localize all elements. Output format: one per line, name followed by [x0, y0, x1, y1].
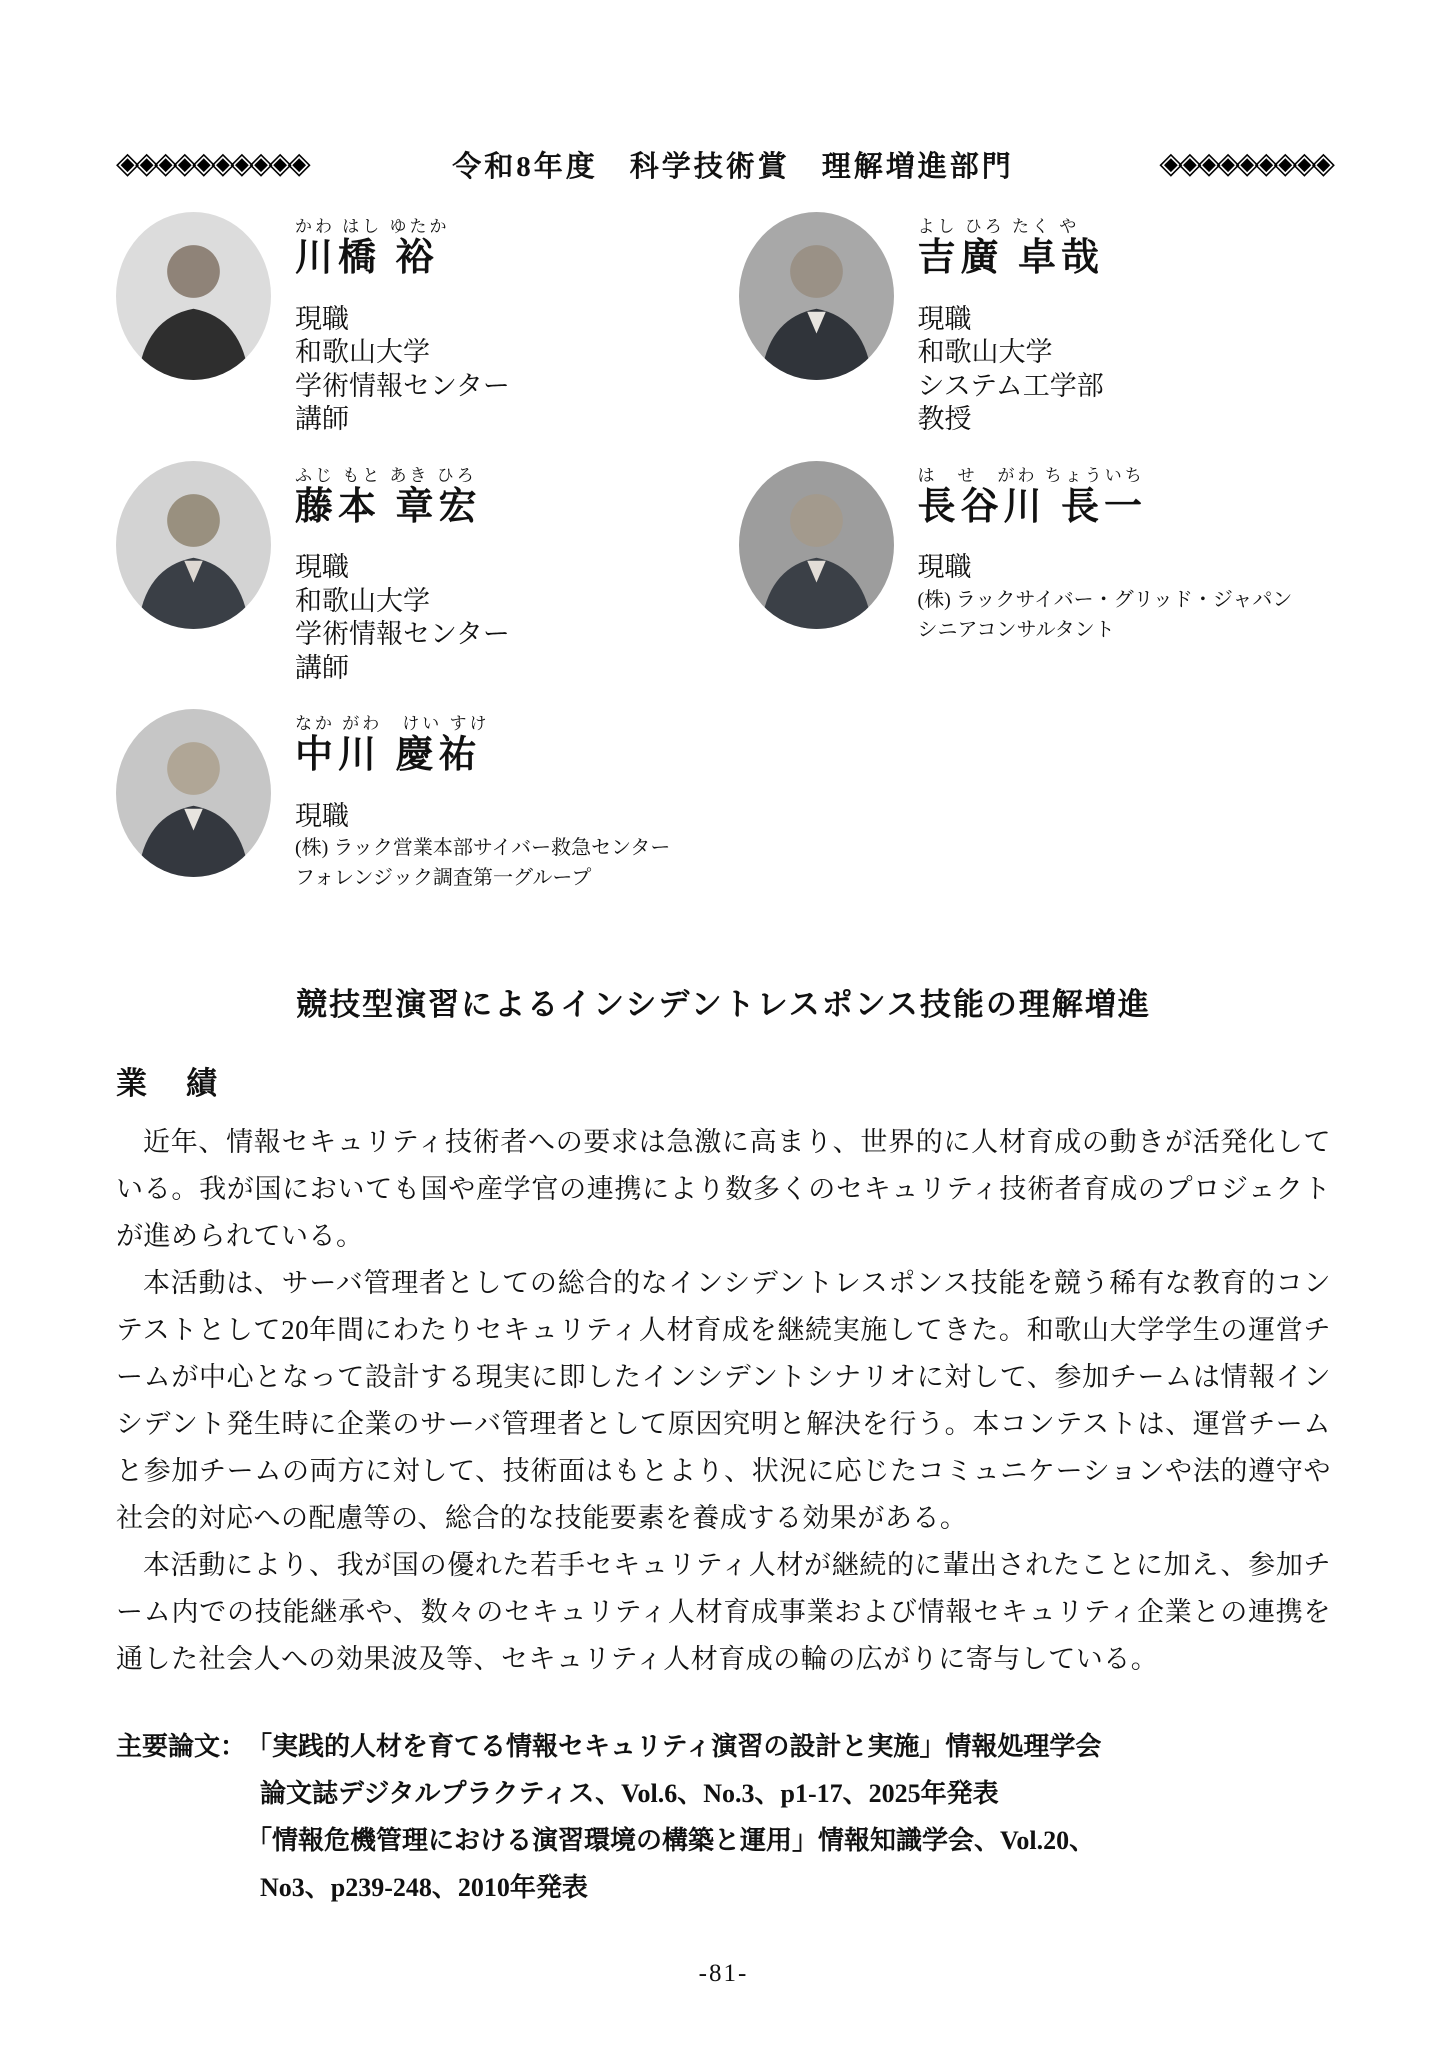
job-line: 和歌山大学: [917, 337, 1053, 368]
job-label: 現職: [917, 303, 972, 334]
section-heading-gyoseki: 業 績: [116, 1066, 221, 1102]
person-furigana: なか がわ けい すけ: [295, 714, 490, 734]
portrait-photo: [739, 212, 894, 380]
achievement-body: [116, 1119, 1331, 1683]
person-name: 長谷川 長一: [917, 485, 1148, 528]
person-card: [116, 461, 709, 686]
job-line: (株) ラックサイバー・グリッド・ジャパン: [917, 588, 1293, 611]
job-line: 和歌山大学: [295, 337, 430, 368]
job-label: 現職: [295, 800, 349, 831]
job-line: 学術情報センター: [295, 619, 510, 650]
job-label: 現職: [295, 303, 349, 334]
person-silhouette-icon: [739, 212, 894, 380]
header-title: 令和8年度 科学技術賞 理解増進部門: [452, 150, 1014, 183]
job-line: 和歌山大学: [295, 585, 430, 616]
job-label: 現職: [917, 552, 972, 583]
person-furigana: ふじ もと あき ひろ: [295, 465, 477, 485]
job-line: フォレンジック調査第一グループ: [295, 867, 592, 890]
publication-line: 論文誌デジタルプラクティス、Vol.6、No.3、p1-17、2025年発表: [260, 1779, 999, 1809]
job-line: 学術情報センター: [295, 370, 510, 401]
publication-line: No3、p239-248、2010年発表: [260, 1873, 588, 1903]
person-silhouette-icon: [116, 709, 271, 877]
publications-lines: [246, 1723, 1331, 1911]
person-furigana: よし ひろ たく や: [917, 217, 1080, 236]
publication-line: 「実践的人材を育てる情報セキュリティ演習の設計と実施」情報処理学会: [246, 1732, 1102, 1762]
paragraph: 本活動は、サーバ管理者としての総合的なインシデントレスポンス技能を競う稀有な教育的コンテストとして20年間にわたりセキュリティ人材育成を継続実施してきた。和歌山大学学生の運営チームが中心となって設計する現実に即したインシデントシナリオに対して、参加チームは情報インシデント発生時に企業のサーバ管理者として原因究明と解決を行う。本コンテストは、運営チームと参加チームの両方に対して、技術面はもとより、状況に応じたコミュニケーションや法的遵守や社会的対応への配慮等の、総合的な技能要素を養成する効果がある。: [116, 1268, 1331, 1534]
person-card: [739, 461, 1332, 686]
portrait-photo: [116, 709, 271, 877]
job-line: システム工学部: [917, 370, 1104, 401]
job-line: シニアコンサルタント: [917, 618, 1115, 641]
person-card: [116, 709, 709, 893]
person-card: [739, 212, 1332, 437]
person-silhouette-icon: [116, 212, 271, 380]
job-line: 教授: [917, 404, 972, 435]
awardees-grid: [116, 212, 1331, 893]
diamond-chain-ornament-right: ◈◈◈◈◈◈◈◈◈: [1159, 146, 1331, 181]
portrait-photo: [116, 461, 271, 629]
page-header: [116, 138, 1331, 190]
job-line: 講師: [295, 652, 349, 683]
job-label: 現職: [295, 552, 349, 583]
person-silhouette-icon: [116, 461, 271, 629]
person-name: 中川 慶祐: [295, 734, 482, 777]
publications: [116, 1723, 1331, 1911]
publication-line: 「情報危機管理における演習環境の構築と運用」情報知識学会、Vol.20、: [246, 1826, 1096, 1856]
diamond-chain-ornament-left: ◈◈◈◈◈◈◈◈◈◈: [116, 146, 307, 181]
person-silhouette-icon: [739, 461, 894, 629]
paragraph: 近年、情報セキュリティ技術者への要求は急激に高まり、世界的に人材育成の動きが活発化している。我が国においても国や産学官の連携により数多くのセキュリティ技術者育成のプロジェクトが進められている。: [116, 1127, 1331, 1252]
job-line: (株) ラック営業本部サイバー救急センター: [295, 837, 671, 860]
person-name: 川橋 裕: [295, 237, 439, 279]
person-furigana: かわ はし ゆたか: [295, 217, 450, 236]
job-line: 講師: [295, 404, 349, 435]
paragraph: 本活動により、我が国の優れた若手セキュリティ人材が継続的に輩出されたことに加え、参加チーム内での技能継承や、数々のセキュリティ人材育成事業および情報セキュリティ企業との連携を通した社会人への効果波及等、セキュリティ人材育成の輪の広がりに寄与している。: [116, 1550, 1331, 1675]
publications-label: 主要論文：: [116, 1732, 247, 1762]
person-furigana: は せ がわ ちょういち: [917, 465, 1145, 485]
portrait-photo: [739, 461, 894, 629]
page-number: -81-: [698, 1960, 749, 1987]
portrait-photo: [116, 212, 271, 380]
person-name: 吉廣 卓哉: [917, 237, 1105, 279]
person-name: 藤本 章宏: [295, 485, 482, 528]
award-title: 競技型演習によるインシデントレスポンス技能の理解増進: [296, 987, 1151, 1023]
person-card: [116, 212, 709, 437]
